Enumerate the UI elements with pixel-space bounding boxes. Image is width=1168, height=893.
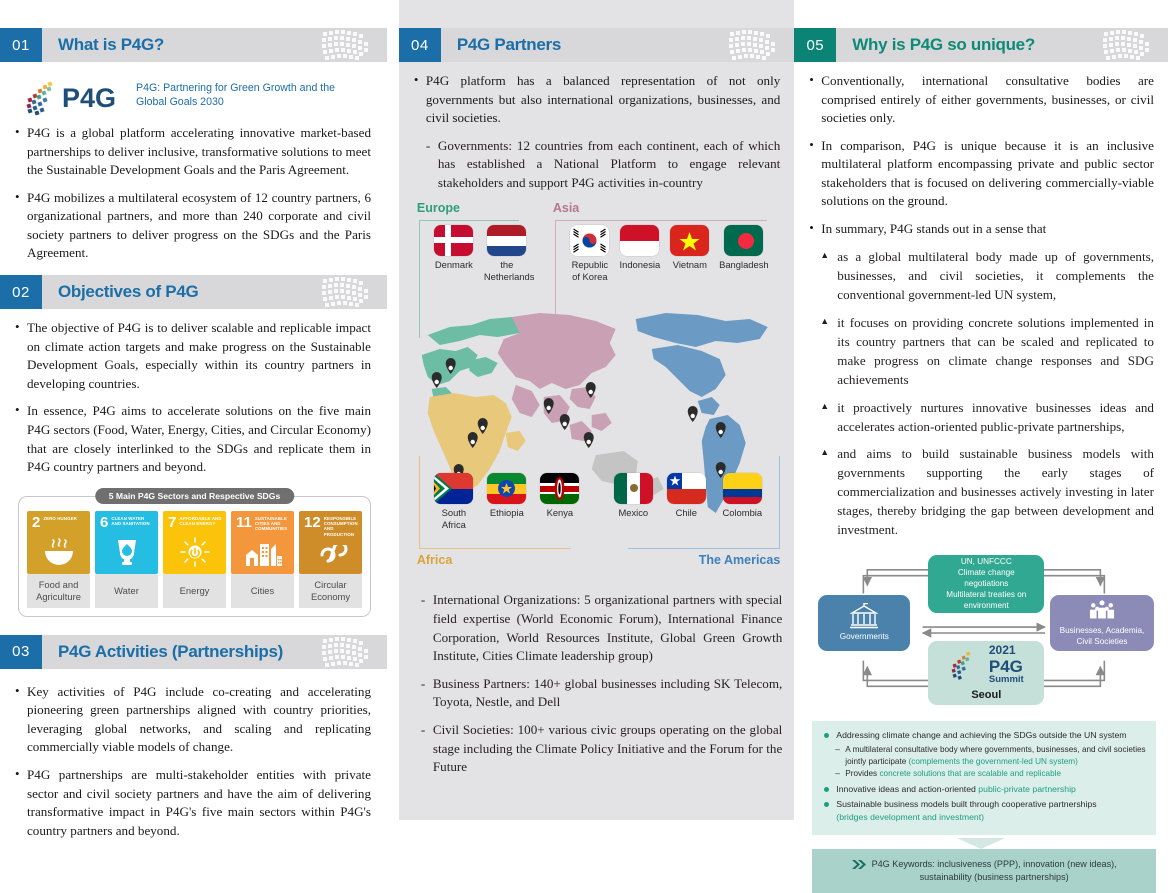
- section-header-05: [794, 28, 1168, 62]
- sun-icon: [168, 530, 222, 574]
- dash-item: - Business Partners: 140+ global businesses including SK Telecom, Toyota, Nestle, and Dell: [419, 675, 782, 712]
- legend-2-highlight: public-private partnership: [978, 784, 1076, 795]
- section-03-bullets: [0, 669, 387, 841]
- diagram-node-summit: [928, 641, 1044, 705]
- dash-item: - Governments: 12 countries from each continent, each of which has established a National Platform to engage relevant stakeholders and support P4G activities in-country: [424, 137, 780, 193]
- country-name: Vietnam: [672, 259, 707, 271]
- africa-bracket-vert: [419, 456, 420, 548]
- diagram-node-un: [928, 555, 1044, 613]
- country-name: Mexico: [618, 507, 649, 519]
- section-number-01: 01: [0, 28, 42, 62]
- europe-flags: [431, 225, 535, 282]
- flag-chile: [667, 473, 706, 504]
- section-04-dashes: [399, 581, 794, 776]
- sdg-sector-label: Cities: [231, 574, 294, 608]
- triangle-item: ▲ it focuses on providing concrete solutions implemented in its country partners that can be scaled and replicated to make progress on climate change responses and SDG achievements: [820, 314, 1154, 390]
- country-netherlands: [483, 225, 535, 282]
- sdg-sectors-panel: [18, 486, 371, 617]
- section-01-bullets: [0, 120, 387, 263]
- legend-3-text: Sustainable business models built through cooperative partnerships: [836, 799, 1097, 810]
- legend-1b-text: Provides: [845, 769, 880, 779]
- diagram-legend: [812, 721, 1156, 835]
- section-title-03: P4G Activities (Partnerships): [58, 641, 283, 661]
- section-title-02: Objectives of P4G: [58, 282, 199, 302]
- sdg-sector-label: Energy: [163, 574, 226, 608]
- flag-indonesia: [620, 225, 659, 256]
- city-icon: [236, 532, 290, 574]
- bullet: • P4G partnerships are multi-stakeholder entities with private sector and civil society partners and have the aim of delivering transformative impact in P4G's five main sectors within P4G's country partners and beyond.: [14, 766, 371, 840]
- dash-item: - International Organizations: 5 organizational partners with special field expertise (World Economic Forum), International Finance Corporation, World Resources Institute, Global Green Growth Institute, Cities Climate leadership group): [419, 591, 782, 665]
- water-drop-icon: [100, 530, 154, 574]
- flag-denmark: [434, 225, 473, 256]
- section-02-bullets: [0, 309, 387, 477]
- sdg-goal-name: AFFORDABLE AND CLEAN ENERGY: [179, 515, 222, 527]
- sdg-cell-energy: [163, 511, 226, 608]
- column-middle: [399, 0, 794, 820]
- sdg-number: 2: [32, 513, 41, 531]
- legend-1b-highlight: concrete solutions that are scalable and replicable: [879, 769, 1062, 779]
- keywords-banner: [812, 849, 1156, 893]
- country-name: Denmark: [434, 259, 473, 271]
- triangle-item: ▲ as a global multilateral body made up of governments, businesses, and civil societies, it complements the conventional government-led UN system,: [820, 248, 1154, 305]
- legend-subitem-1a: [824, 744, 1146, 768]
- partners-map: [415, 201, 784, 581]
- legend-2-text: Innovative ideas and action-oriented: [836, 784, 979, 795]
- americas-flags: [610, 473, 768, 518]
- summit-p4g: P4G: [988, 656, 1023, 676]
- section-number-05: 05: [794, 28, 836, 62]
- column-left: [0, 0, 387, 838]
- sdg-tiles-row: [18, 496, 371, 617]
- svg-text:P4G: P4G: [62, 83, 117, 113]
- legend-item-1: Addressing climate change and achieving the SDGs outside the UN system: [824, 729, 1146, 742]
- sdg-sector-label: Food and Agriculture: [27, 574, 90, 608]
- column-gap: [387, 0, 399, 820]
- column-right: [794, 0, 1168, 883]
- diagram-node-governments: [818, 595, 910, 651]
- sdg-goal-name: SUSTAINABLE CITIES AND COMMUNITIES: [254, 515, 288, 532]
- country-name: Bangladesh: [719, 259, 769, 271]
- triangle-item: ▲ and aims to build sustainable business models with governments supporting the early stages of commercialization and businesses actively investing in later stages, thereby bridging the gap between development and investment.: [820, 445, 1154, 540]
- section-title-05: Why is P4G so unique?: [852, 35, 1035, 54]
- section-number-04: 04: [399, 28, 441, 62]
- summit-year: 2021: [988, 643, 1016, 658]
- flag-mexico: [614, 473, 653, 504]
- legend-item-3: [824, 798, 1146, 824]
- un-line-5: environment: [963, 600, 1009, 610]
- p4g-summit-logo-icon: [949, 646, 983, 684]
- flag-ethiopia: [487, 473, 526, 504]
- p4g-logo-block: [0, 62, 387, 120]
- region-label-africa: Africa: [416, 553, 453, 568]
- government-building-icon: [849, 603, 879, 629]
- summit-word: Summit: [988, 674, 1024, 686]
- legend-1a-highlight: (complements the government-led UN system): [908, 757, 1078, 767]
- legend-item-2: [824, 783, 1146, 796]
- bullet: • In summary, P4G stands out in a sense that: [808, 220, 1154, 239]
- sdg-number: 12: [304, 513, 321, 531]
- bullet: • The objective of P4G is to deliver scalable and replicable impact on climate action targets and make progress on the Sustainable Development Goals, especially within its country partners in developing countries.: [14, 319, 371, 393]
- section-header-02: [0, 275, 387, 309]
- country-mexico: [610, 473, 656, 518]
- section-header-01: [0, 28, 387, 62]
- sdg-tile-2: [27, 511, 90, 574]
- sdg-tile-7: [163, 511, 226, 574]
- country-name: South Africa: [441, 507, 467, 530]
- section-title-01: What is P4G?: [58, 35, 164, 54]
- country-kenya: [537, 473, 583, 529]
- keywords-line-2: sustainability (business partnerships): [919, 872, 1069, 883]
- section-title-04: P4G Partners: [456, 35, 561, 54]
- country-bangladesh: [717, 225, 771, 281]
- section-header-03: [0, 635, 387, 669]
- sdg-number: 7: [168, 513, 177, 531]
- country-denmark: [431, 225, 477, 281]
- bowl-icon: [32, 530, 86, 574]
- country-chile: [663, 473, 709, 518]
- sdg-cell-water: [95, 511, 158, 608]
- region-label-asia: Asia: [552, 201, 580, 216]
- businesses-line-1: Businesses, Academia,: [1059, 625, 1145, 635]
- keywords-line-1: P4G Keywords: inclusiveness (PPP), innovation (new ideas),: [871, 859, 1117, 870]
- asia-bracket: [555, 220, 767, 221]
- sdg-sector-label: Circular Economy: [299, 574, 362, 608]
- flag-republic-of-korea: [570, 225, 609, 256]
- flag-colombia: [723, 473, 762, 504]
- section-05-bullets: [794, 62, 1168, 540]
- africa-flags: [431, 473, 583, 529]
- flag-netherlands: [487, 225, 526, 256]
- country-name: Indonesia: [619, 259, 661, 271]
- country-vietnam: [667, 225, 713, 281]
- sdg-goal-name: RESPONSIBLE CONSUMPTION AND PRODUCTION: [323, 515, 358, 537]
- p4g-logo-caption: P4G: Partnering for Green Growth and the Global Goals 2030: [136, 82, 336, 108]
- country-name: Kenya: [546, 507, 574, 519]
- bullet: • P4G platform has a balanced representation of not only governments but also international organizations, businesses, and civil societies.: [413, 72, 780, 128]
- sdg-tile-6: [95, 511, 158, 574]
- businesses-line-2: Civil Societies: [1076, 636, 1128, 646]
- p4g-logo-icon: [22, 76, 126, 116]
- bullet: • Key activities of P4G include co-creating and accelerating pioneering green partnerships aligned with country priorities, leveraging global networks, and scaling and replicating commercially viable models of change.: [14, 683, 371, 757]
- un-line-3: negotiations: [964, 579, 1009, 588]
- sdg-goal-name: ZERO HUNGER: [43, 515, 77, 521]
- sdg-tile-11: [231, 511, 294, 574]
- country-name: Republic of Korea: [571, 259, 609, 282]
- legend-1a-text: A multilateral consultative body where governments, businesses, and civil societies jointly participate: [845, 745, 1146, 767]
- un-line-2: Climate change: [957, 568, 1015, 578]
- flag-kenya: [540, 473, 579, 504]
- country-name: Colombia: [722, 507, 763, 519]
- country-name: Chile: [675, 507, 697, 519]
- country-south-africa: [431, 473, 477, 529]
- bullet: • In comparison, P4G is unique because it is an inclusive multilateral platform encompassing private and public sector stakeholders that is focused on delivering commercially-viable solutions on the ground.: [808, 137, 1154, 211]
- country-colombia: [716, 473, 768, 518]
- legend-subitem-1b: [824, 768, 1146, 780]
- americas-bracket: [628, 548, 780, 549]
- down-arrow-icon: [957, 838, 1005, 849]
- country-korea: [567, 225, 613, 281]
- dash-item: - Civil Societies: 100+ various civic groups operating on the global stage including the Climate Policy Initiative and the Forum for the Future: [419, 721, 782, 777]
- section-number-02: 02: [0, 275, 42, 309]
- sdg-goal-name: CLEAN WATER AND SANITATION: [111, 515, 150, 527]
- flag-vietnam: [670, 225, 709, 256]
- country-indonesia: [617, 225, 663, 281]
- people-group-icon: [1086, 599, 1118, 622]
- flag-bangladesh: [724, 225, 763, 256]
- sdg-number: 6: [100, 513, 109, 531]
- section-header-04: [399, 28, 794, 62]
- triangle-item: ▲ it proactively nurtures innovative businesses ideas and accelerates action-oriented public-private partnerships,: [820, 399, 1154, 437]
- bullet: • Conventionally, international consultative bodies are comprised entirely of either governments, businesses, or civil societies only.: [808, 72, 1154, 128]
- flag-south-africa: [434, 473, 473, 504]
- governments-label: Governments: [839, 632, 889, 642]
- asia-flags: [567, 225, 771, 281]
- section-number-03: 03: [0, 635, 42, 669]
- bullet: • P4G mobilizes a multilateral ecosystem of 12 country partners, 6 organizational partners, and more than 240 corporate and civil society partners to deliver progress on the SDGs and the Paris Agreement.: [14, 189, 371, 263]
- infinity-icon: [304, 537, 358, 574]
- bullet: • In essence, P4G aims to accelerate solutions on the five main P4G sectors (Food, Water, Energy, Cities, and Circular Economy) that are closely interlinked to the SDGs and replicate them in P4G country partners and beyond.: [14, 402, 371, 476]
- sdg-cell-circular: [299, 511, 362, 608]
- sdg-number: 11: [236, 513, 252, 531]
- africa-bracket: [419, 548, 571, 549]
- bullet: • P4G is a global platform accelerating innovative market-based partnerships to deliver inclusive, transformative solutions to meet the Sustainable Development Goals and the Paris Agreement.: [14, 124, 371, 180]
- double-chevron-icon: [852, 860, 867, 869]
- sdg-cell-cities: [231, 511, 294, 608]
- country-name: the Netherlands: [483, 259, 535, 282]
- un-line-1: UN, UNFCCC: [960, 557, 1012, 567]
- sdg-tile-12: [299, 511, 362, 574]
- diagram-node-businesses: [1050, 595, 1154, 651]
- europe-bracket: [419, 220, 519, 221]
- country-name: Ethiopia: [489, 507, 524, 519]
- section-04-intro: [399, 62, 794, 192]
- americas-bracket-vert: [779, 456, 780, 548]
- sdg-panel-label: 5 Main P4G Sectors and Respective SDGs: [95, 488, 294, 504]
- sdg-cell-food: [27, 511, 90, 608]
- legend-3-highlight: (bridges development and investment): [836, 812, 985, 823]
- p4g-structure-diagram: [812, 549, 1156, 717]
- region-label-europe: Europe: [416, 201, 460, 216]
- un-line-4: Multilateral treaties on: [946, 589, 1027, 599]
- region-label-americas: The Americas: [698, 553, 781, 568]
- country-ethiopia: [484, 473, 530, 529]
- summit-city: Seoul: [971, 688, 1002, 701]
- sdg-sector-label: Water: [95, 574, 158, 608]
